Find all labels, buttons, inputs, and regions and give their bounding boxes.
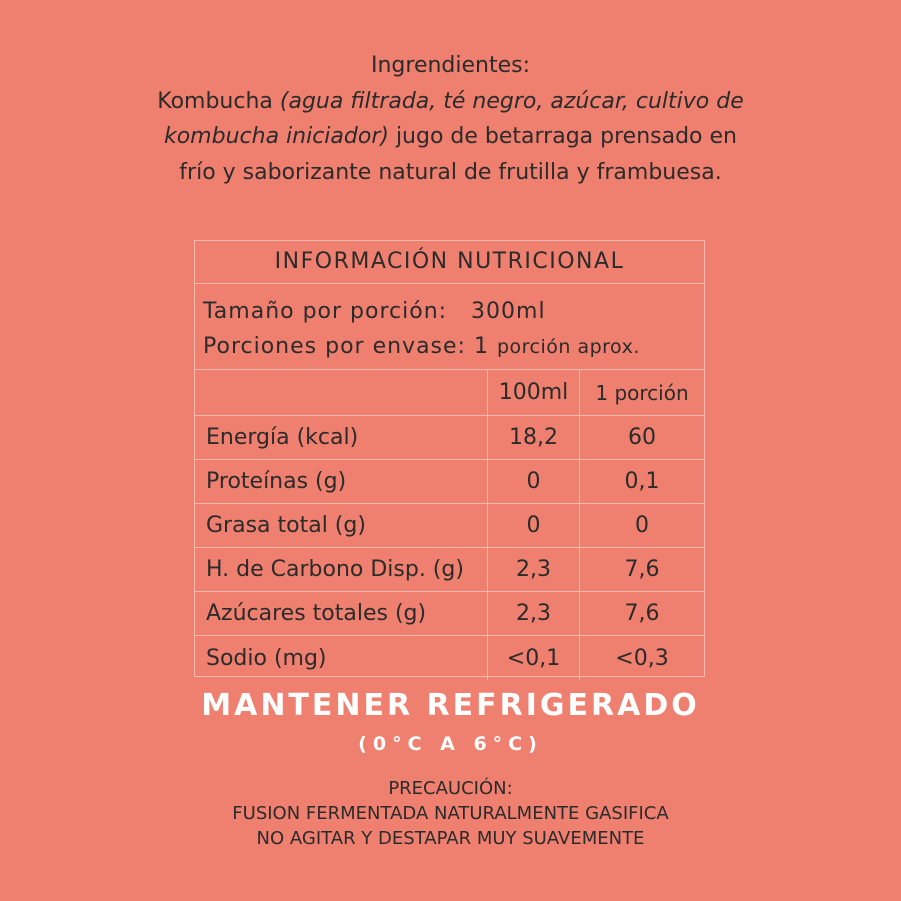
header-cell-100ml: 100ml xyxy=(488,370,580,415)
ingredients-lead: Kombucha xyxy=(157,88,280,114)
value-portion: 60 xyxy=(628,425,656,450)
value-portion: 7,6 xyxy=(624,601,660,626)
nutrient-name: Azúcares totales (g) xyxy=(195,592,488,635)
caution-line-1: FUSION FERMENTADA NATURALMENTE GASIFICA xyxy=(232,803,669,824)
header-cell-label xyxy=(195,370,488,415)
nutrient-name: Proteínas (g) xyxy=(195,460,488,503)
serving-size: Tamaño por porción: 300ml xyxy=(203,299,546,324)
value-100ml: <0,1 xyxy=(488,636,580,680)
nutrition-title: INFORMACIÓN NUTRICIONAL xyxy=(195,241,704,284)
nutrient-name: H. de Carbono Disp. (g) xyxy=(195,548,488,591)
table-row xyxy=(195,592,704,636)
nutrient-name: Sodio (mg) xyxy=(195,636,488,680)
ingredients-rest: jugo de betarraga prensado en frío y saborizante natural de frutilla y frambuesa. xyxy=(179,124,737,185)
nutrient-name: Energía (kcal) xyxy=(195,416,488,459)
storage-title: MANTENER REFRIGERADO xyxy=(201,688,700,723)
storage-temperature: (0°C A 6°C) xyxy=(358,733,543,755)
table-row xyxy=(195,460,704,504)
value-portion: 7,6 xyxy=(624,557,660,582)
value-portion: <0,3 xyxy=(615,645,669,671)
table-header-row xyxy=(195,370,704,416)
ingredients-text xyxy=(150,48,751,190)
value-100ml: 0 xyxy=(488,504,580,547)
value-100ml: 2,3 xyxy=(488,592,580,635)
header-cell-portion: 1 porción xyxy=(595,380,689,405)
caution-title: PRECAUCIÓN: xyxy=(388,778,513,799)
table-row xyxy=(195,504,704,548)
value-100ml: 18,2 xyxy=(488,416,580,459)
serving-info xyxy=(195,284,704,370)
value-100ml: 2,3 xyxy=(488,548,580,591)
ingredients-heading: Ingrendientes: xyxy=(370,53,531,78)
servings-prefix: Porciones por envase: 1 xyxy=(203,334,497,359)
caution-line-2: NO AGITAR Y DESTAPAR MUY SUAVEMENTE xyxy=(256,828,645,849)
servings-per-container xyxy=(203,329,704,365)
table-row xyxy=(195,636,704,680)
nutrition-table xyxy=(194,240,705,677)
servings-suffix: porción aprox. xyxy=(496,336,640,358)
value-100ml: 0 xyxy=(488,460,580,503)
table-row xyxy=(195,548,704,592)
ingredients-italic: (agua filtrada, té negro, azúcar, cultivo de kombucha iniciador) xyxy=(163,88,744,149)
nutrient-name: Grasa total (g) xyxy=(195,504,488,547)
value-portion: 0 xyxy=(635,513,649,538)
caution-block xyxy=(0,776,901,851)
table-row xyxy=(195,416,704,460)
value-portion: 0,1 xyxy=(624,469,660,494)
